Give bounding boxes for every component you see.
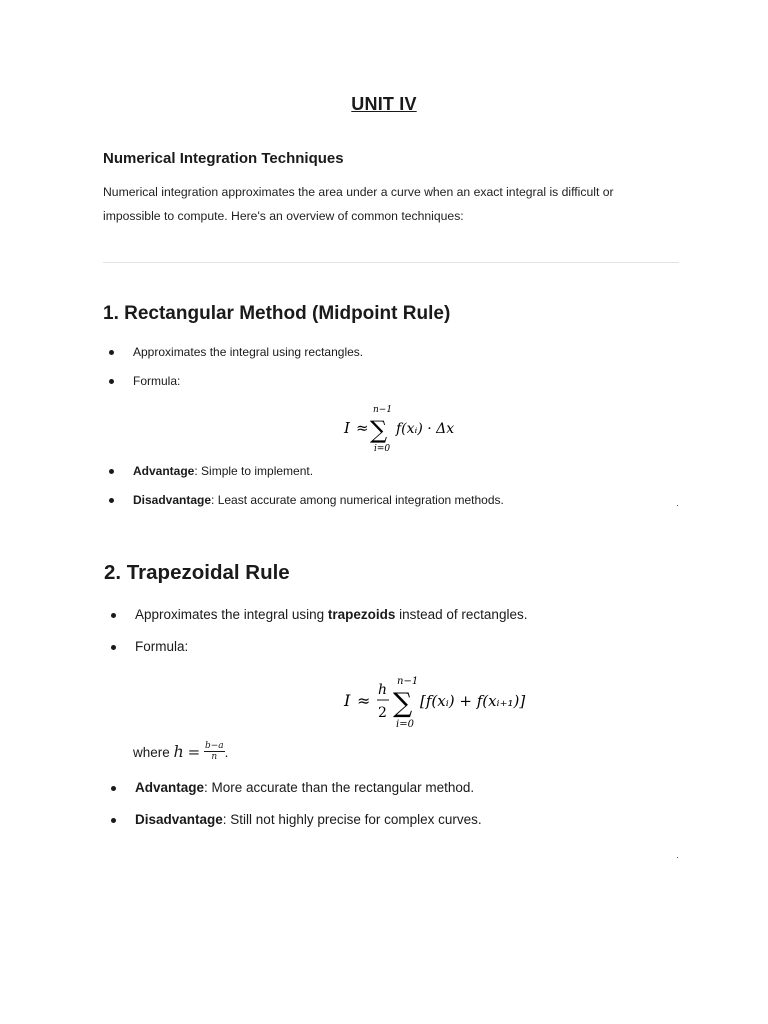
formula-lhs: I bbox=[344, 419, 350, 437]
bullet-dot-icon bbox=[109, 350, 114, 355]
summation-icon: ∑ bbox=[393, 688, 413, 719]
trapezoidal-formula bbox=[340, 670, 550, 734]
where-equals: = bbox=[187, 743, 201, 761]
where-period: . bbox=[224, 745, 229, 760]
bullet-dot-icon bbox=[109, 379, 114, 384]
disadvantage-label: Disadvantage bbox=[133, 493, 212, 507]
section-heading: Numerical Integration Techniques bbox=[103, 150, 344, 167]
advantage-text: : More accurate than the rectangular method. bbox=[204, 780, 475, 795]
where-label: where bbox=[133, 745, 170, 760]
bullet-text-pre: Approximates the integral using bbox=[135, 607, 328, 622]
advantage-text: : Simple to implement. bbox=[194, 464, 314, 478]
bullet-text-bold: trapezoids bbox=[327, 607, 396, 622]
sum-upper-limit: n−1 bbox=[397, 676, 419, 687]
formula-approx: ≈ bbox=[356, 419, 369, 437]
disadvantage-label: Disadvantage bbox=[135, 812, 223, 827]
bullet-dot-icon bbox=[109, 469, 114, 474]
disadvantage-text: : Still not highly precise for complex curves. bbox=[222, 812, 482, 827]
fraction-numerator: h bbox=[378, 682, 388, 698]
where-numerator: b−a bbox=[204, 740, 224, 751]
bullet-dot-icon bbox=[111, 786, 116, 791]
intro-paragraph bbox=[103, 180, 683, 228]
stray-mark bbox=[677, 857, 678, 858]
bullet-dot-icon bbox=[111, 645, 116, 650]
section-divider bbox=[103, 262, 679, 263]
sum-lower-limit: i=0 bbox=[374, 444, 391, 454]
where-denominator: n bbox=[211, 751, 218, 762]
bullet-text-post: instead of rectangles. bbox=[395, 607, 528, 622]
formula-approx: ≈ bbox=[357, 691, 371, 710]
bullet-dot-icon bbox=[109, 498, 114, 503]
where-clause bbox=[133, 742, 228, 764]
rectangular-method-heading: 1. Rectangular Method (Midpoint Rule) bbox=[103, 303, 451, 324]
disadvantage-text: : Least accurate among numerical integration methods. bbox=[211, 493, 504, 507]
intro-line-1: Numerical integration approximates the area under a curve when an exact integral is difficult or bbox=[103, 185, 614, 199]
where-variable: h bbox=[173, 742, 184, 761]
fraction-denominator: 2 bbox=[378, 705, 387, 721]
bullet-text: Formula: bbox=[135, 639, 189, 654]
sum-lower-limit: i=0 bbox=[396, 719, 414, 730]
bullet-text: Approximates the integral using rectangles. bbox=[133, 345, 364, 359]
formula-lhs: I bbox=[344, 691, 351, 710]
bullet-text: Formula: bbox=[133, 374, 181, 388]
rectangular-formula bbox=[340, 400, 480, 456]
sum-upper-limit: n−1 bbox=[373, 405, 393, 415]
unit-title: UNIT IV bbox=[351, 94, 417, 114]
trapezoidal-rule-heading: 2. Trapezoidal Rule bbox=[104, 561, 290, 584]
intro-line-2: impossible to compute. Here's an overview of common techniques: bbox=[103, 209, 464, 223]
advantage-label: Advantage bbox=[133, 464, 195, 478]
where-fraction bbox=[204, 741, 225, 762]
formula-body: f(xᵢ) · Δx bbox=[396, 421, 455, 437]
bullet-dot-icon bbox=[111, 613, 116, 618]
formula-body: [f(xᵢ) + f(xᵢ₊₁)] bbox=[420, 692, 526, 710]
advantage-label: Advantage bbox=[135, 780, 205, 795]
bullet-dot-icon bbox=[111, 818, 116, 823]
stray-mark bbox=[677, 505, 678, 506]
summation-icon: ∑ bbox=[370, 416, 388, 444]
